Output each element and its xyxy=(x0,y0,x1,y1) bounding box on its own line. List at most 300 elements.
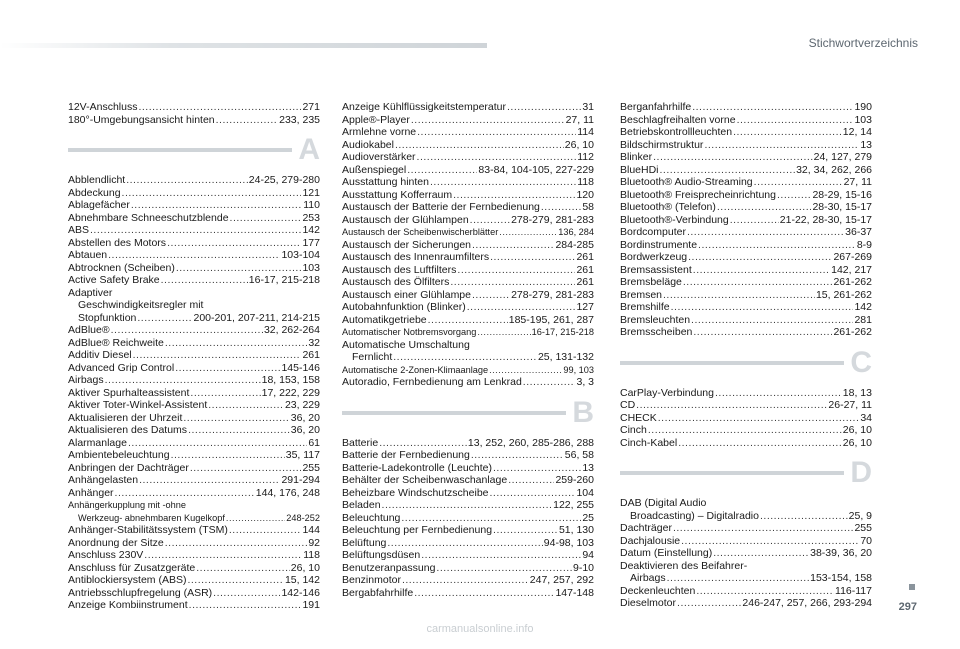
index-term: Dachjalousie xyxy=(620,534,681,547)
index-pages: 51, 130 xyxy=(558,524,594,536)
index-term: Bremsbeläge xyxy=(620,276,682,288)
dot-leader xyxy=(183,412,289,425)
index-entry xyxy=(68,599,320,612)
index-entry xyxy=(342,449,594,462)
dot-leader xyxy=(105,374,261,387)
index-pages: 118 xyxy=(577,176,594,188)
index-pages: 281 xyxy=(854,313,872,326)
index-entry xyxy=(342,549,594,562)
index-pages: 110 xyxy=(303,199,320,211)
dot-leader xyxy=(470,214,510,227)
index-pages: 16-17, 215-218 xyxy=(531,327,594,337)
index-entry xyxy=(342,251,594,264)
index-term: AdBlue® xyxy=(68,324,110,336)
index-term: AdBlue® Reichweite xyxy=(68,336,164,349)
dot-leader xyxy=(216,114,278,127)
index-pages: 271 xyxy=(302,101,320,113)
index-pages: 259-260 xyxy=(555,474,594,486)
index-pages: 122, 255 xyxy=(553,499,594,511)
index-term: Advanced Grip Control xyxy=(68,361,175,374)
index-entry xyxy=(342,462,594,475)
dot-leader xyxy=(407,164,477,177)
index-entry xyxy=(68,101,320,114)
watermark: carmanualsonline.info xyxy=(426,623,534,635)
index-entry xyxy=(68,199,320,212)
index-pages: 291-294 xyxy=(281,474,320,486)
index-term: Beladen xyxy=(342,499,381,511)
index-pages: 267-269 xyxy=(833,251,872,263)
index-entry xyxy=(620,226,872,239)
index-pages: 23, 229 xyxy=(284,399,320,411)
dot-leader xyxy=(450,276,575,289)
index-entry-heading: Deaktivieren des Beifahrer- xyxy=(620,559,748,572)
index-term: Austausch des Innenraumfilters xyxy=(342,251,490,263)
index-entry xyxy=(620,522,872,535)
index-entry xyxy=(342,151,594,164)
index-entry xyxy=(342,474,594,487)
index-pages: 120 xyxy=(576,188,594,201)
index-term: Anordnung der Sitze xyxy=(68,536,164,549)
index-entry xyxy=(620,597,872,610)
index-entry xyxy=(620,399,872,412)
index-entry xyxy=(342,376,594,389)
index-entry xyxy=(620,547,872,560)
dot-leader xyxy=(733,126,842,139)
index-pages: 32, 34, 262, 266 xyxy=(796,163,872,176)
index-entry xyxy=(620,314,872,327)
index-term: Werkzeug- abnehmbaren Kugelkopf xyxy=(78,512,225,523)
index-pages: 36-37 xyxy=(845,226,872,238)
index-entry xyxy=(342,487,594,500)
index-entry xyxy=(68,462,320,475)
dot-leader xyxy=(411,114,565,127)
index-pages: 27, 11 xyxy=(843,176,872,188)
dot-leader xyxy=(667,572,810,585)
dot-leader xyxy=(229,524,302,537)
dot-leader xyxy=(230,212,302,225)
index-pages: 15, 142 xyxy=(284,574,320,586)
index-entry xyxy=(342,364,594,377)
dot-leader xyxy=(490,251,575,264)
section-divider xyxy=(342,395,594,431)
index-pages: 12, 14 xyxy=(842,126,872,138)
index-term: Abdeckung xyxy=(68,186,121,199)
dot-leader xyxy=(658,412,860,425)
index-pages: 32, 262-264 xyxy=(263,324,320,336)
index-entry xyxy=(342,562,594,575)
dot-leader xyxy=(401,512,581,525)
index-term: Dachträger xyxy=(620,522,672,534)
index-term: Ambientebeleuchtung xyxy=(68,449,170,461)
index-entry xyxy=(68,587,320,600)
dot-leader xyxy=(467,301,576,314)
index-term: Ausstattung Kofferraum xyxy=(342,188,453,201)
index-pages: 142, 217 xyxy=(831,263,872,276)
index-term: Aktiver Toter-Winkel-Assistent xyxy=(68,399,208,411)
dot-leader xyxy=(133,349,302,362)
index-pages: 103-104 xyxy=(281,249,320,261)
index-entry xyxy=(342,314,594,327)
index-entry xyxy=(68,174,320,187)
dot-leader xyxy=(673,522,854,535)
index-term: Bremsleuchten xyxy=(620,313,691,326)
index-entry xyxy=(68,237,320,250)
index-term: Abnehmbare Schneeschutzblende xyxy=(68,211,229,224)
dot-leader xyxy=(508,474,554,487)
index-pages: 147-148 xyxy=(555,586,594,599)
index-pages: 8-9 xyxy=(856,238,872,251)
index-column-2 xyxy=(342,101,594,599)
index-column-3 xyxy=(620,101,872,610)
index-pages: 233, 235 xyxy=(279,113,320,126)
dot-leader xyxy=(190,462,302,475)
index-pages: 185-195, 261, 287 xyxy=(508,313,594,326)
index-entry xyxy=(342,201,594,214)
index-term: Airbags xyxy=(630,572,666,584)
index-entry xyxy=(620,301,872,314)
index-pages: 58 xyxy=(582,201,594,213)
section-letter: C xyxy=(850,345,872,379)
index-pages: 26-27, 11 xyxy=(828,399,872,411)
index-entry xyxy=(620,126,872,139)
dot-leader xyxy=(523,376,576,389)
section-divider xyxy=(620,456,872,491)
index-term: Belüftung xyxy=(342,536,387,549)
index-entry xyxy=(342,214,594,227)
index-entry xyxy=(620,326,872,339)
index-pages: 284-285 xyxy=(555,238,594,251)
index-pages: 25 xyxy=(582,511,594,524)
index-term: Anhängelasten xyxy=(68,474,139,486)
dot-leader xyxy=(713,547,809,560)
dot-leader xyxy=(139,474,280,487)
index-term: Austausch der Batterie der Fernbedienung xyxy=(342,201,540,213)
index-pages: 26, 10 xyxy=(842,436,872,449)
index-entry xyxy=(620,139,872,152)
index-entry xyxy=(68,474,320,487)
dot-leader xyxy=(499,226,557,239)
index-pages: 261-262 xyxy=(833,326,872,338)
index-term: Austausch des Luftfilters xyxy=(342,263,457,276)
index-pages: 190 xyxy=(854,101,872,113)
dot-leader xyxy=(507,101,581,114)
dot-leader xyxy=(213,587,280,600)
dot-leader xyxy=(190,387,260,400)
dot-leader xyxy=(196,562,290,575)
index-entry xyxy=(620,251,872,264)
index-pages: 247, 257, 292 xyxy=(529,574,594,586)
index-pages: 9-10 xyxy=(572,561,594,574)
index-pages: 94 xyxy=(582,549,594,561)
dot-leader xyxy=(165,337,307,350)
dot-leader xyxy=(126,174,248,187)
index-term: Batterie xyxy=(342,436,379,449)
index-entry xyxy=(68,512,320,525)
index-entry xyxy=(342,524,594,537)
index-entry xyxy=(68,349,320,362)
index-entry xyxy=(68,249,320,262)
dot-leader xyxy=(730,214,779,227)
dot-leader xyxy=(115,487,255,500)
index-pages: 24-25, 279-280 xyxy=(248,174,320,186)
index-pages: 112 xyxy=(577,151,594,163)
dot-leader xyxy=(493,524,558,537)
index-entry xyxy=(68,412,320,425)
index-term: Austausch des Ölfilters xyxy=(342,276,450,288)
index-pages: 127 xyxy=(576,301,594,313)
index-entry xyxy=(620,176,872,189)
index-pages: 278-279, 281-283 xyxy=(511,213,594,226)
dot-leader xyxy=(472,239,554,252)
dot-leader xyxy=(760,510,848,523)
index-term: Apple®-Player xyxy=(342,113,410,126)
dot-leader xyxy=(402,574,529,587)
dot-leader xyxy=(472,289,510,302)
index-pages: 36, 20 xyxy=(290,411,320,424)
index-term: Additiv Diesel xyxy=(68,349,132,361)
index-pages: 144, 176, 248 xyxy=(255,486,320,499)
index-entry xyxy=(342,189,594,202)
index-term: Belüftungsdüsen xyxy=(342,549,421,561)
dot-leader xyxy=(189,599,302,612)
section-letter: B xyxy=(572,395,594,429)
index-term: Beheizbare Windschutzscheibe xyxy=(342,486,489,499)
dot-leader xyxy=(128,437,307,450)
index-term: Batterie der Fernbedienung xyxy=(342,449,470,461)
dot-leader xyxy=(430,176,576,189)
dot-leader xyxy=(691,314,853,327)
index-entry xyxy=(68,114,320,127)
index-pages: 144 xyxy=(302,524,320,536)
index-pages: 26, 10 xyxy=(564,138,594,151)
index-entry xyxy=(68,487,320,500)
index-term: Bildschirmstruktur xyxy=(620,138,704,151)
index-pages: 34 xyxy=(860,411,872,424)
dot-leader xyxy=(137,312,192,325)
index-term: Blinker xyxy=(620,151,653,163)
index-entry xyxy=(620,101,872,114)
page-number: 297 xyxy=(898,601,917,613)
dot-leader xyxy=(541,201,581,214)
index-pages: 31 xyxy=(582,101,594,113)
index-entry-heading: Adaptiver xyxy=(68,286,113,299)
index-entry xyxy=(68,374,320,387)
dot-leader xyxy=(653,151,813,164)
index-entry xyxy=(342,574,594,587)
index-entry-heading: Automatische Umschaltung xyxy=(342,338,470,351)
dot-leader xyxy=(187,574,284,587)
index-entry xyxy=(620,164,872,177)
index-term: Außenspiegel xyxy=(342,163,407,176)
index-pages: 136, 284 xyxy=(558,227,594,237)
index-pages: 25, 9 xyxy=(848,509,872,522)
index-term: Datum (Einstellung) xyxy=(620,547,713,559)
index-entry xyxy=(620,151,872,164)
index-term: Ablagefächer xyxy=(68,199,130,211)
index-entry xyxy=(620,510,872,523)
index-pages: 24, 127, 279 xyxy=(813,151,872,163)
index-term: Automatische 2-Zonen-Klimaanlage xyxy=(342,364,489,375)
index-pages: 18, 153, 158 xyxy=(261,374,320,386)
index-term: CarPlay-Verbindung xyxy=(620,386,714,399)
index-term: Antriebsschlupfregelung (ASR) xyxy=(68,586,213,599)
index-pages: 142-146 xyxy=(281,586,320,599)
index-column-1 xyxy=(68,101,320,612)
index-entry xyxy=(342,587,594,600)
index-pages: 28-30, 15-17 xyxy=(812,201,872,213)
index-term: Antiblockiersystem (ABS) xyxy=(68,574,187,586)
dot-leader xyxy=(489,364,562,377)
index-entry xyxy=(342,326,594,339)
dot-leader xyxy=(144,549,302,562)
index-term: CD xyxy=(620,399,636,411)
dot-leader xyxy=(663,289,815,302)
index-term: Broadcasting) – Digitalradio xyxy=(630,509,759,522)
index-pages: 15, 261-262 xyxy=(815,288,872,301)
index-entry xyxy=(620,535,872,548)
section-divider xyxy=(620,345,872,381)
index-term: Bordcomputer xyxy=(620,226,686,238)
dot-leader xyxy=(417,151,577,164)
dot-leader xyxy=(382,499,553,512)
index-pages: 278-279, 281-283 xyxy=(511,288,594,301)
index-entry xyxy=(68,562,320,575)
index-pages: 261 xyxy=(576,263,594,276)
dot-leader xyxy=(693,264,830,277)
index-term: Bremsassistent xyxy=(620,263,692,276)
index-term: Abblendlicht xyxy=(68,174,126,186)
index-entry xyxy=(342,264,594,277)
index-entry xyxy=(620,239,872,252)
index-entry xyxy=(68,312,320,325)
dot-leader xyxy=(693,326,832,339)
index-term: Benutzeranpassung xyxy=(342,561,436,574)
page-marker-square xyxy=(909,584,915,590)
dot-leader xyxy=(754,176,843,189)
index-term: Aktiver Spurhalteassistent xyxy=(68,386,190,399)
section-letter: D xyxy=(850,456,872,489)
index-pages: 18, 13 xyxy=(842,386,872,399)
dot-leader xyxy=(167,237,301,250)
index-entry xyxy=(68,449,320,462)
dot-leader xyxy=(715,387,842,400)
index-term: Fernlicht xyxy=(352,351,393,363)
index-term: Beschlagfreihalten vorne xyxy=(620,113,736,126)
index-pages: 94-98, 103 xyxy=(543,536,594,549)
index-entry xyxy=(620,387,872,400)
index-pages: 103 xyxy=(854,113,872,126)
index-term: Audiokabel xyxy=(342,138,394,151)
dot-leader xyxy=(636,399,827,412)
index-entry xyxy=(68,537,320,550)
dot-leader xyxy=(436,562,572,575)
index-term: Anzeige Kombiinstrument xyxy=(68,599,188,611)
dot-leader xyxy=(138,101,301,114)
index-pages: 116-117 xyxy=(835,584,872,597)
index-entry xyxy=(342,114,594,127)
index-pages: 255 xyxy=(854,522,872,534)
index-term: Deckenleuchten xyxy=(620,584,696,597)
index-pages: 25, 131-132 xyxy=(537,351,594,363)
index-term: 12V-Anschluss xyxy=(68,101,138,113)
index-entry xyxy=(68,524,320,537)
index-pages: 261 xyxy=(576,276,594,288)
dot-leader xyxy=(414,587,554,600)
index-term: Austausch der Glühlampen xyxy=(342,213,469,226)
section-rule xyxy=(620,471,844,475)
index-entry xyxy=(342,101,594,114)
index-term: Betriebskontrollleuchten xyxy=(620,126,733,138)
index-pages: 191 xyxy=(302,599,320,611)
index-entry xyxy=(68,387,320,400)
index-term: Bremsen xyxy=(620,288,663,301)
index-entry xyxy=(68,212,320,225)
dot-leader xyxy=(226,512,285,525)
dot-leader xyxy=(90,224,301,237)
index-entry xyxy=(342,351,594,364)
index-entry xyxy=(68,362,320,375)
index-entry xyxy=(68,224,320,237)
index-pages: 26, 10 xyxy=(842,424,872,436)
index-pages: 17, 222, 229 xyxy=(261,386,320,399)
index-entry xyxy=(620,114,872,127)
dot-leader xyxy=(687,226,844,239)
dot-leader xyxy=(490,487,576,500)
index-term: Anschluss 230V xyxy=(68,549,144,561)
dot-leader xyxy=(108,249,280,262)
index-pages: 13 xyxy=(860,138,872,151)
index-pages: 36, 20 xyxy=(290,424,320,436)
index-term: Austausch der Scheibenwischerblätter xyxy=(342,227,499,237)
index-entry xyxy=(342,499,594,512)
dot-leader xyxy=(111,324,263,337)
index-entry xyxy=(342,301,594,314)
index-term: Behälter der Scheibenwaschanlage xyxy=(342,474,508,486)
index-term: Austausch der Sicherungen xyxy=(342,238,471,251)
index-pages: 99, 103 xyxy=(563,364,594,375)
index-pages: 92 xyxy=(308,536,320,549)
index-entry xyxy=(342,537,594,550)
index-entry xyxy=(68,262,320,275)
index-term: Anhänger xyxy=(68,486,114,499)
section-letter: A xyxy=(298,133,320,166)
index-pages: 28-29, 15-16 xyxy=(812,188,872,201)
index-pages: 27, 11 xyxy=(565,113,594,126)
dot-leader xyxy=(175,362,280,375)
section-divider xyxy=(68,133,320,168)
dot-leader xyxy=(648,424,842,437)
index-pages: 261 xyxy=(302,349,320,361)
index-pages: 56, 58 xyxy=(564,449,594,461)
dot-leader xyxy=(698,239,856,252)
dot-leader xyxy=(171,449,285,462)
index-term: Abtauen xyxy=(68,249,108,261)
index-term: Bluetooth®-Verbindung xyxy=(620,213,729,226)
dot-leader xyxy=(677,597,741,610)
index-entry xyxy=(620,437,872,450)
index-term: Stopfunktion xyxy=(78,311,137,324)
dot-leader xyxy=(681,535,859,548)
index-term: Audioverstärker xyxy=(342,151,416,163)
index-term: Aktualisieren der Uhrzeit xyxy=(68,411,183,424)
index-term: Bremshilfe xyxy=(620,301,670,313)
dot-leader xyxy=(176,262,302,275)
index-pages: 21-22, 28-30, 15-17 xyxy=(779,213,872,226)
index-entry xyxy=(342,126,594,139)
dot-leader xyxy=(737,114,854,127)
index-entry xyxy=(342,239,594,252)
index-pages: 142 xyxy=(854,301,872,313)
